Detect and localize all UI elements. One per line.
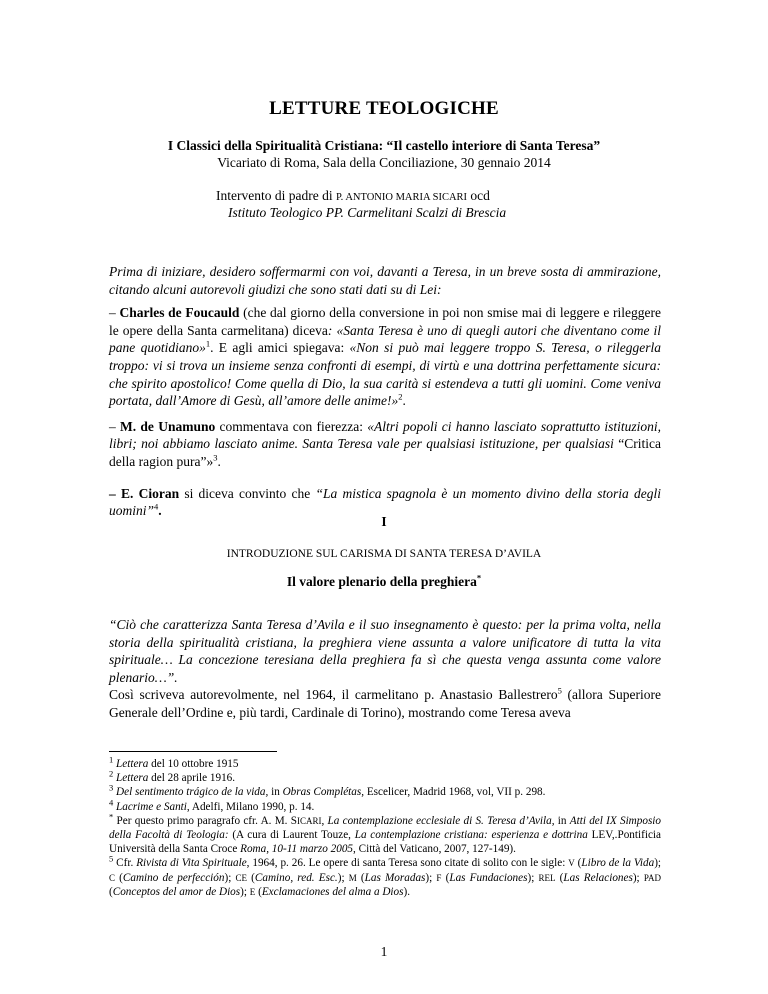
footnote-ref-5: 5 — [557, 685, 562, 696]
cioran-paragraph: – E. Cioran si diceva convinto che “La mistica spagnola è un momento divino della storia degli uomini”$^4$. — [109, 485, 661, 519]
footnote-ref-1: 1 — [205, 338, 211, 349]
footnote-star-mark: * — [109, 811, 114, 822]
sigla-abbrev: REL — [538, 872, 556, 883]
footnote-star-place: Roma, 10-11 marzo 2005 — [240, 843, 354, 856]
footnote-star-author: ICARI — [296, 815, 322, 826]
unamuno-text1: commentava con fierezza: — [215, 418, 368, 434]
footnote-5-a: Cfr. — [113, 857, 137, 870]
sigla-abbrev: CE — [235, 872, 247, 883]
foucauld-text2: . E agli amici spiegava: — [210, 340, 350, 356]
unamuno-critica: “Critica della ragion pura”» — [109, 436, 661, 469]
unamuno-name: M. de Unamuno — [120, 418, 216, 434]
footnote-4 — [109, 796, 661, 814]
footnote-star — [109, 811, 661, 857]
foucauld-quote2: «Non si può mai leggere troppo S. Teresa, o rileggerla troppo: vi si trova un insieme senza confronti di esempi, di virtù e una dottrina perfettamente sicura: che spirito apostolico! Come quella di Dio, la sua carità si estendeva a tutti gli uomini. Come veniva portata, dall’Amore di Gesù, all’amore delle anime!» — [109, 340, 661, 409]
event-info: Vicariato di Roma, Sala della Conciliazione, 30 gennaio 2014 — [217, 155, 551, 170]
cioran-end: . — [158, 503, 162, 519]
sigla-title: Las Fundaciones — [449, 871, 528, 884]
section-number: I — [381, 514, 387, 529]
closing-paragraph — [109, 686, 661, 721]
footnote-divider — [109, 751, 277, 752]
subheading-text: Il valore plenario della preghiera — [286, 574, 477, 589]
footnote-star-atti: Atti del IX Simposio della Facoltà di Teologia: — [109, 814, 661, 842]
main-quote-block — [109, 616, 661, 722]
footnote-ref-3: 3 — [213, 452, 218, 463]
closing-text2: (allora Superiore Generale dell’Ordine e, più tardi, Cardinale di Torino), mostrando come Teresa aveva — [109, 687, 661, 720]
footnote-star-d: (A cura di Laurent Touze, — [228, 829, 355, 842]
foucauld-end: . — [402, 393, 406, 409]
closing-text1: Così scriveva autorevolmente, nel 1964, il carmelitano p. Anastasio Ballestrero — [109, 687, 558, 703]
lecture-subtitle: I Classici della Spiritualità Cristiana: “Il castello interiore di Santa Teresa” — [167, 138, 601, 153]
sigla-title: Camino, red. Esc. — [254, 871, 338, 884]
footnote-3-mid: in — [268, 786, 283, 799]
footnote-star-title: La contemplazione ecclesiale di S. Teresa d’Avila, — [327, 814, 555, 827]
footnote-3 — [109, 782, 661, 799]
foucauld-paragraph: – Charles de Foucauld (che dal giorno della conversione in poi non smise mai di leggere e rileggere le opere della Santa carmelitana) diceva: «Santa Teresa è uno di quegli autori che diventano come il pane quotidiano»$^1$. E agli amici spiegava: «Non si può mai leggere troppo S. Teresa, o rileggerla troppo: vi si trova un insieme senza confronti di esempi, di virtù e una dottrina perfettamente sicura: che spirito apostolico! Come quella di Dio, la sua carità si estendeva a tutti gli uomini. Come veniva portata, dall’Amore di Gesù, all’amore delle anime!»$^2$. — [109, 305, 662, 409]
footnote-5 — [109, 853, 662, 899]
cioran-name: E. Cioran — [120, 485, 180, 501]
speaker-name: P. ANTONIO MARIA SICARI — [335, 192, 468, 203]
sigla-title: Las Moradas — [364, 871, 426, 884]
cioran-text1: si diceva convinto che — [179, 485, 316, 501]
footnote-1-text: del 10 ottobre 1915 — [148, 758, 239, 770]
footnote-5-number: 5 — [109, 853, 114, 864]
speaker-suffix: ocd — [467, 188, 490, 203]
footnote-2 — [109, 768, 661, 785]
foucauld-quote1: : «Santa Teresa è uno di quegli autori che diventano come il pane quotidiano» — [109, 322, 661, 356]
footnote-1 — [109, 754, 661, 771]
speaker-line — [216, 188, 490, 204]
footnote-4-title: Lacrime e Santi — [116, 800, 187, 813]
section-heading: INTRODUZIONE SUL CARISMA DI SANTA TERESA D’AVILA — [226, 548, 542, 560]
sigla-title: Exclamaciones del alma a Dios — [261, 885, 404, 898]
footnote-star-volume: La contemplazione cristiana: esperienza e dottrina — [354, 829, 588, 842]
footnote-2-text: del 28 aprile 1916. — [148, 772, 236, 785]
footnote-3-number: 3 — [109, 782, 114, 793]
unamuno-quote: «Altri popoli ci hanno lasciato soprattutto istituzioni, libri; noi abbiamo lasciato anime. Santa Teresa vale per qualsiasi istituzione, per qualsiasi — [109, 418, 662, 452]
speaker-prefix: Intervento di padre di — [216, 188, 336, 203]
sigla-title: Conceptos del amor de Dios — [112, 885, 241, 898]
footnote-5-b: , 1964, p. 26. Le opere di santa Teresa sono citate di solito con le sigle: — [246, 857, 569, 870]
speaker-institute: Istituto Teologico PP. Carmelitani Scalzi di Brescia — [228, 205, 507, 220]
footnote-ref-star: * — [476, 572, 482, 583]
foucauld-text1: (che dal giorno della conversione in poi non smise mai di leggere e rileggere le opere della Santa carmelitana) diceva — [109, 305, 662, 338]
sigla-abbrev: M — [348, 872, 357, 883]
footnote-star-b: , — [321, 814, 328, 827]
sigla-title: Libro de la Vida — [581, 857, 655, 870]
sigla-abbrev: C — [109, 872, 116, 883]
footnote-1-title: Lettera — [116, 758, 149, 770]
footnote-4-number: 4 — [109, 796, 114, 807]
sigla-abbrev: V — [568, 858, 575, 869]
footnote-1-number: 1 — [109, 754, 114, 765]
footnote-ref-4: 4 — [154, 501, 159, 512]
page-number: 1 — [380, 944, 388, 959]
footnote-ref-2: 2 — [398, 391, 403, 402]
section-subheading — [0, 574, 768, 590]
footnote-3-work: Obras Complétas, — [282, 786, 365, 799]
sigla-title: Las Relaciones — [563, 871, 633, 884]
footnote-3-text: Escelicer, Madrid 1968, vol, VII p. 298. — [364, 786, 546, 799]
footnote-star-f: , Città del Vaticano, 2007, 127-149). — [353, 843, 516, 856]
footnote-2-number: 2 — [109, 768, 114, 779]
footnote-star-e: LEV,.Pontificia Università della Santa Croce — [109, 829, 661, 856]
unamuno-paragraph: – M. de Unamuno commentava con fierezza: «Altri popoli ci hanno lasciato soprattutto istituzioni, libri; noi abbiamo lasciato anime. Santa Teresa vale per qualsiasi istituzione, per qualsiasi “Critica della ragion pura”»$^3$. — [109, 418, 662, 469]
footnote-3-title: Del sentimento trágico de la vida, — [116, 786, 269, 799]
footnote-4-text: , Adelfi, Milano 1990, p. 14. — [186, 800, 315, 813]
sigla-abbrev: F — [436, 872, 442, 883]
sigle-list: V (Libro de la Vida); C (Camino de perfección); CE (Camino, red. Esc.); M (Las Moradas); F (Las Fundaciones); REL (Las Relaciones); PAD (Conceptos del amor de Dios); E (Exclamaciones del alma a Dios). — [109, 857, 662, 898]
footnote-star-a: Per questo primo paragrafo cfr. A. M. S — [113, 814, 297, 827]
main-quote: “Ciò che caratterizza Santa Teresa d’Avila e il suo insegnamento è questo: per la prima volta, nella storia della spiritualità cristiana, la preghiera viene assunta a valore unificatore di tutta la vita spirituale… La concezione teresiana della preghiera fa sì che questa venga assunta come valore plenario…”. — [109, 617, 661, 685]
footnote-2-title: Lettera — [116, 772, 149, 785]
foucauld-name: Charles de Foucauld — [119, 305, 240, 321]
cioran-quote: “La mistica spagnola è un momento divino della storia degli uomini” — [109, 485, 661, 519]
sigla-abbrev: PAD — [643, 872, 662, 883]
footnote-5-journal: Rivista di Vita Spirituale — [136, 857, 247, 870]
sigla-title: Camino de perfección — [122, 871, 225, 884]
unamuno-end: . — [217, 453, 221, 469]
intro-block — [109, 263, 661, 520]
footnotes — [109, 754, 662, 899]
sigla-abbrev: E — [249, 886, 256, 897]
intro-paragraph: Prima di iniziare, desidero soffermarmi con voi, davanti a Teresa, in un breve sosta di ammirazione, citando alcuni autorevoli giudizi che sono stati dati su di Lei: — [109, 264, 661, 297]
page-title: LETTURE TEOLOGICHE — [269, 98, 499, 119]
footnote-star-c: in — [554, 814, 570, 827]
